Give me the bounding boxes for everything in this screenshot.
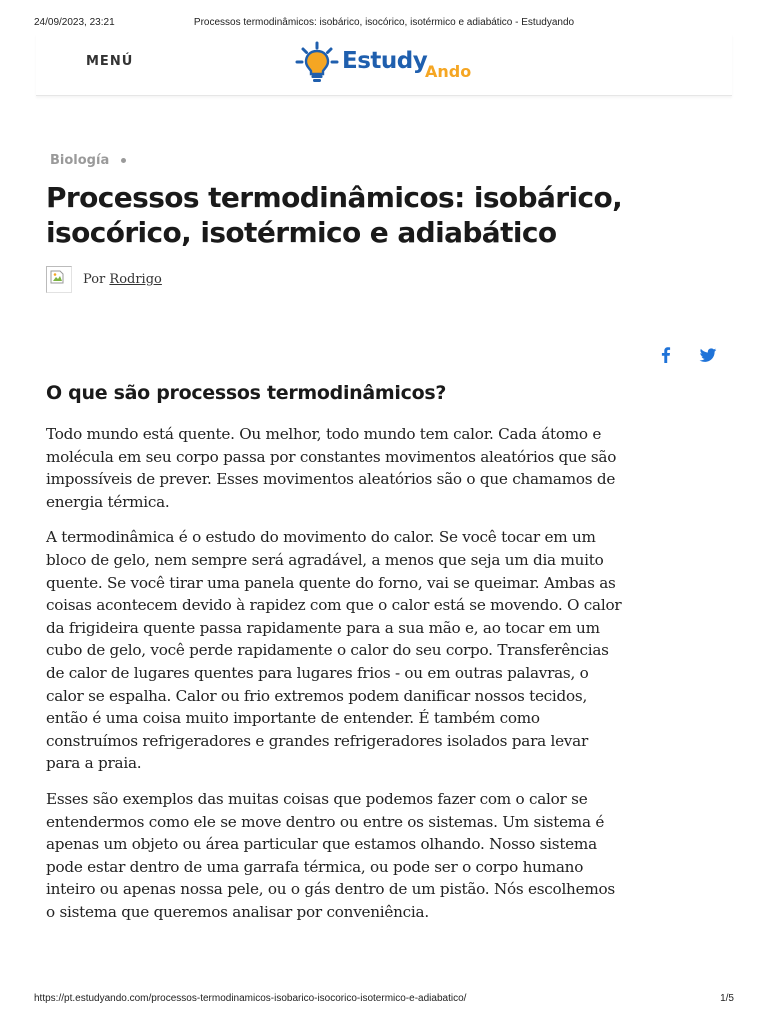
paragraph: Todo mundo está quente. Ou melhor, todo mundo tem calor. Cada átomo e molécula em seu corpo passa por constantes movimentos aleatórios que são impossíveis de prever. Esses movimentos aleatórios são o que chamamos de energia térmica. — [46, 425, 617, 511]
print-datetime: 24/09/2023, 23:21 — [34, 17, 115, 28]
category-label[interactable]: Biología — [50, 153, 110, 168]
print-url: https://pt.estudyando.com/processos-termodinamicos-isobarico-isocorico-isotermico-e-adiabatico/ — [34, 993, 467, 1004]
twitter-share-button[interactable] — [698, 345, 718, 365]
facebook-icon — [656, 345, 676, 365]
by-label: Por — [83, 272, 106, 287]
site-logo[interactable] — [294, 40, 484, 90]
page-title: Processos termodinâmicos: isobárico, isocórico, isotérmico e adiabático — [46, 181, 623, 249]
print-footer — [34, 993, 734, 1005]
page-number: 1/5 — [720, 993, 734, 1004]
category-breadcrumb[interactable] — [50, 153, 126, 168]
site-header — [36, 34, 732, 96]
print-document-title: Processos termodinâmicos: isobárico, isocórico, isotérmico e adiabático - Estudyando — [193, 17, 575, 28]
menu-button[interactable]: MENÚ — [86, 54, 134, 69]
separator-dot — [121, 158, 126, 163]
logo-wordmark-sub: Ando — [425, 62, 472, 81]
author-link[interactable]: Rodrigo — [109, 272, 162, 287]
article-body — [46, 423, 624, 936]
broken-image-icon — [49, 269, 65, 285]
twitter-icon — [698, 345, 718, 365]
section-heading: O que são processos termodinâmicos? — [46, 382, 447, 404]
lightbulb-icon — [294, 40, 340, 86]
paragraph: A termodinâmica é o estudo do movimento do calor. Se você tocar em um bloco de gelo, nem sempre será agradável, a menos que seja um dia muito quente. Se você tirar uma panela quente do forno, vai se queimar. Ambas as coisas acontecem devido à rapidez com que o calor está se movendo. O calor da frigideira quente passa rapidamente para a sua mão e, ao tocar em um cubo de gelo, você perde rapidamente o calor do seu corpo. Transferências de calor de lugares quentes para lugares frios - ou em outras palavras, o calor se espalha. Calor ou frio extremos podem danificar nossos tecidos, então é uma coisa muito importante de entender. É também como construímos refrigeradores e grandes refrigeradores isolados para levar para a praia. — [46, 528, 622, 773]
avatar — [46, 266, 72, 293]
logo-wordmark: Estudy — [342, 48, 428, 74]
print-header — [34, 17, 734, 29]
author-text — [83, 272, 162, 287]
facebook-share-button[interactable] — [656, 345, 676, 365]
paragraph: Esses são exemplos das muitas coisas que podemos fazer com o calor se entendermos como ele se move dentro ou entre os sistemas. Um sistema é apenas um objeto ou área particular que estamos olhando. Nosso sistema pode estar dentro de uma garrafa térmica, ou pode ser o corpo humano inteiro ou apenas nossa pele, ou o gás dentro de um pistão. Nós escolhemos o sistema que queremos analisar por conveniência. — [46, 789, 615, 921]
